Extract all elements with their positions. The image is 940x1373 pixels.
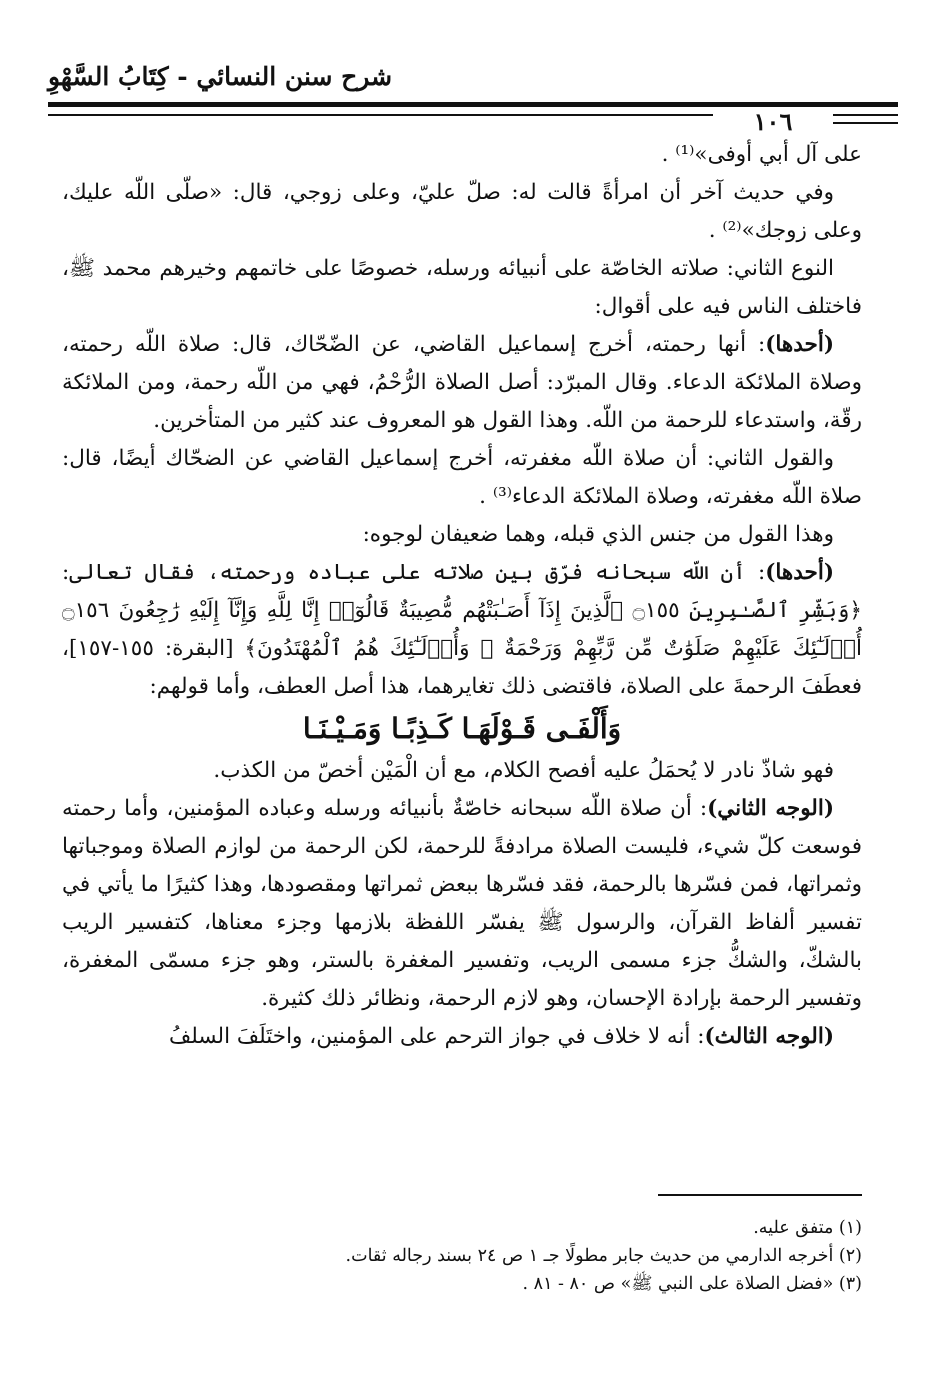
- paragraph: [62, 326, 862, 440]
- main-text: [62, 136, 862, 1056]
- paragraph-text: : أنه لا خلاف في جواز الترحم على المؤمنين، واختَلَفَ السلفُ: [169, 1024, 705, 1049]
- running-title: شرح سنن النسائي - كِتَابُ السَّهْوِ: [48, 62, 393, 91]
- footnote-separator: [658, 1194, 862, 1196]
- paragraph: [62, 790, 862, 1018]
- paragraph: وفي حديث آخر أن امرأةً قالت له: صلّ عليّ، وعلى زوجي، قال: «صلّى اللّه عليك، وعلى زوجك»⁽²⁾ .: [62, 180, 862, 243]
- section-label: (الوجه الثاني): [707, 796, 835, 821]
- paragraph: [62, 1018, 862, 1056]
- page-header: [48, 40, 898, 136]
- page-number: ١٠٦: [723, 107, 823, 136]
- header-rule-thin: [48, 114, 713, 116]
- header-rule-right-top: [833, 114, 898, 116]
- poetry-verse: وَأَلْفَـى قَـوْلَهَـا كَـذِبًـا وَمَـيْـنَـا: [302, 712, 622, 745]
- paragraph: والقول الثاني: أن صلاة اللّه مغفرته، أخرج إسماعيل القاضي عن الضحّاك أيضًا، قال: صلاة اللّه مغفرته، وصلاة الملائكة الدعاء⁽³⁾ .: [62, 446, 862, 509]
- header-rule-right-bottom: [833, 122, 898, 124]
- paragraph: وهذا القول من جنس الذي قبله، وهما ضعيفان لوجوه:: [362, 522, 834, 547]
- section-label: (أحدها): [765, 332, 834, 357]
- footnote: (١) متفق عليه.: [753, 1218, 862, 1238]
- paragraph-text: : أن صلاة اللّه سبحانه خاصّةٌ بأنبيائه ورسله وعباده المؤمنين، وأما رحمته فوسعت كلّ شيء، فليست الصلاة مرادفةً للرحمة، لكن الرحمة من لوازم الصلاة وموجباتها وثمراتها، فمن فسّرها بالرحمة، فقد فسّرها ببعض ثمراتها ومقصودها، وهذا كثيرًا ما يأتي في تفسير ألفاظ القرآن، والرسول ﷺ يفسّر اللفظة بلازمها وجزء معناها، كتفسير الريب بالشكّ، والشكُّ جزء مسمى الريب، وتفسير المغفرة بالستر، وهو جزء مسمّى المغفرة، وتفسير الرحمة بإرادة الإحسان، وهو لازم الرحمة، ونظائر ذلك كثيرة.: [62, 796, 862, 1011]
- paragraph: على آل أبي أوفى»⁽¹⁾ .: [661, 142, 862, 167]
- paragraph-text: : أنها رحمته، أخرج إسماعيل القاضي، عن الضّحّاك، قال: صلاة اللّه رحمته، وصلاة الملائكة الدعاء. وقال المبرّد: أصل الصلاة الرُّحْمُ، فهي من اللّه رحمة، ومن الملائكة رقّة، واستدعاء للرحمة من اللّه. وهذا القول هو المعروف عند كثير من المتأخرين.: [62, 332, 862, 433]
- section-label: (أحدها): [765, 560, 834, 585]
- footnote: (٣) «فضل الصلاة على النبي ﷺ» ص ٨٠ - ٨١ .: [522, 1274, 862, 1294]
- footnotes: [62, 1214, 862, 1298]
- section-label: (الوجه الثالث): [704, 1024, 834, 1049]
- footnote: (٢) أخرجه الدارمي من حديث جابر مطولًا جـ ١ ص ٢٤ بسند رجاله ثقات.: [345, 1246, 862, 1266]
- paragraph-text: : أن اللّه سبحانه فرّق بين صلاته على عباده ورحمته، فقال تعالى: ﴿وَبَشِّرِ ٱلصَّـٰبِرِينَ ۝١٥٥ ٱلَّذِينَ إِذَآ أَصَـٰبَتْهُم مُّصِيبَةٌ قَالُوٓا۟ إِنَّا لِلَّهِ وَإِنَّآ إِلَيْهِ رَٰجِعُونَ ۝١٥٦ أُو۟لَـٰٓئِكَ عَلَيْهِمْ صَلَوَٰتٌ مِّن رَّبِّهِمْ وَرَحْمَةٌ ۖ وَأُو۟لَـٰٓئِكَ هُمُ ٱلْمُهْتَدُونَ﴾ [البقرة: ١٥٥-١٥٧]، فعطَفَ الرحمةَ على الصلاة، فاقتضى ذلك تغايرهما، هذا أصل العطف، وأما قولهم:: [62, 560, 862, 699]
- paragraph: [62, 554, 862, 706]
- paragraph: النوع الثاني: صلاته الخاصّة على أنبيائه ورسله، خصوصًا على خاتمهم وخيرهم محمد ﷺ، فاختلف الناس فيه على أقوال:: [62, 256, 862, 319]
- paragraph: فهو شاذّ نادر لا يُحمَلُ عليه أفصح الكلام، مع أن الْمَيْن أخصّ من الكذب.: [213, 758, 834, 783]
